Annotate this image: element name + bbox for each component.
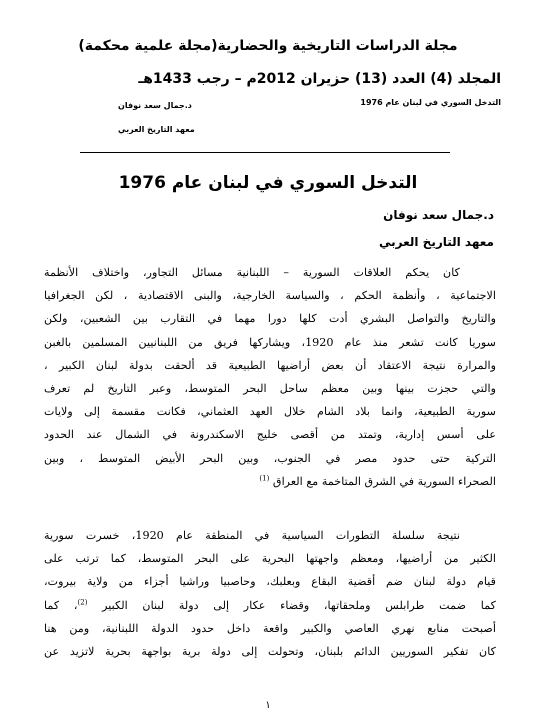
running-author: د.جمال سعد نوفان [118,101,192,110]
paragraph-line: الكثير من أراضيها، ومعظم واجهتها البحرية على البحر المتوسط، كما ترتب على [44,552,496,566]
paragraph-line: والتاريخ والتواصل البشري أدت كلها دورا مهما في التقارب بين الشعبين، ولكن [44,312,496,326]
running-institute: معهد التاريخ العربي [118,125,195,134]
paragraph-line: سوريا كانت تشعر منذ عام 1920، ويشاركها فريق من اللبنانيين المسلمين بالغبن [44,335,496,349]
paragraph-line: والتي حجزت بينها وبين معظم ساحل البحر المتوسط، وعبر التاريخ لم تعرف [44,382,496,396]
running-title: التدخل السوري في لبنان عام 1976 [360,98,501,107]
paragraph-line: التركية حتى حدود مصر في الجنوب، وبين البحر الأبيض المتوسط ، وبين [44,451,496,465]
paragraph-line: نتيجة سلسلة التطورات السياسية في المنطقة عام 1920، خسرت سورية [44,529,460,542]
article-institute: معهد التاريخ العربي [378,235,494,249]
article-title: التدخل السوري في لبنان عام 1976 [118,173,418,193]
paragraph-line: الاجتماعية ، وأنظمة الحكم ، والسياسة الخارجية، والبنى الاقتصادية ، لكن الجغرافيا [44,289,496,303]
paragraph-line: أصبحت منابع نهري العاصي والكبير واقعة داخل حدود الدولة اللبنانية، ومن هنا [44,621,496,635]
journal-title: مجلة الدراسات التاريخية والحضارية(مجلة علمية محكمة) [78,38,458,54]
footnote-ref: (1) [259,474,270,483]
paragraph-line: قيام دولة لبنان ضم أقضية البقاع وبعلبك، وحاصبيا وراشيا أجزاء من ولاية بيروت، [44,575,496,589]
paragraph-line-text: الصحراء السورية في الشرق المتاخمة مع العراق [272,474,496,488]
footnote-ref: (2) [77,597,88,606]
paragraph-line: سورية الطبيعية، وانما بلاد الشام خلال العهد العثماني، فكانت مقسمة إلى ولايات [44,405,496,419]
paragraph-line-last [44,470,496,493]
paragraph-line-text: كما ضمت طرابلس وملحقاتها، وقضاء عكار إلى دولة لبنان الكبير [102,598,496,612]
article-author: د.جمال سعد نوفان [383,208,494,222]
header-divider [80,152,450,153]
paragraph-1 [44,261,496,493]
issue-line: المجلد (4) العدد (13) حزيران 2012م – رجب 1433هـ [138,71,501,87]
paragraph-line-with-note [44,594,496,617]
paragraph-line: والمرارة نتيجة الاعتقاد أن بعض أراضيها الطبيعية قد ألحقت بدولة لبنان الكبير ، [44,358,496,372]
paragraph-line: كان تفكير السوريين الدائم بلبنان، وتحولت إلى دولة برية بواجهة بحرية لاتزيد عن [44,645,496,659]
paragraph-line: على أسس إدارية، وتمتد من أقصى خليج الاسكندرونة في الشمال عند الحدود [44,428,496,442]
page-number: ١ [265,700,271,711]
paragraph-line-tail: ، كما [44,598,78,612]
paragraph-line: كان يحكم العلاقات السورية – اللبنانية مسائل التجاور، واختلاف الأنظمة [44,266,460,279]
paragraph-2 [44,524,496,663]
